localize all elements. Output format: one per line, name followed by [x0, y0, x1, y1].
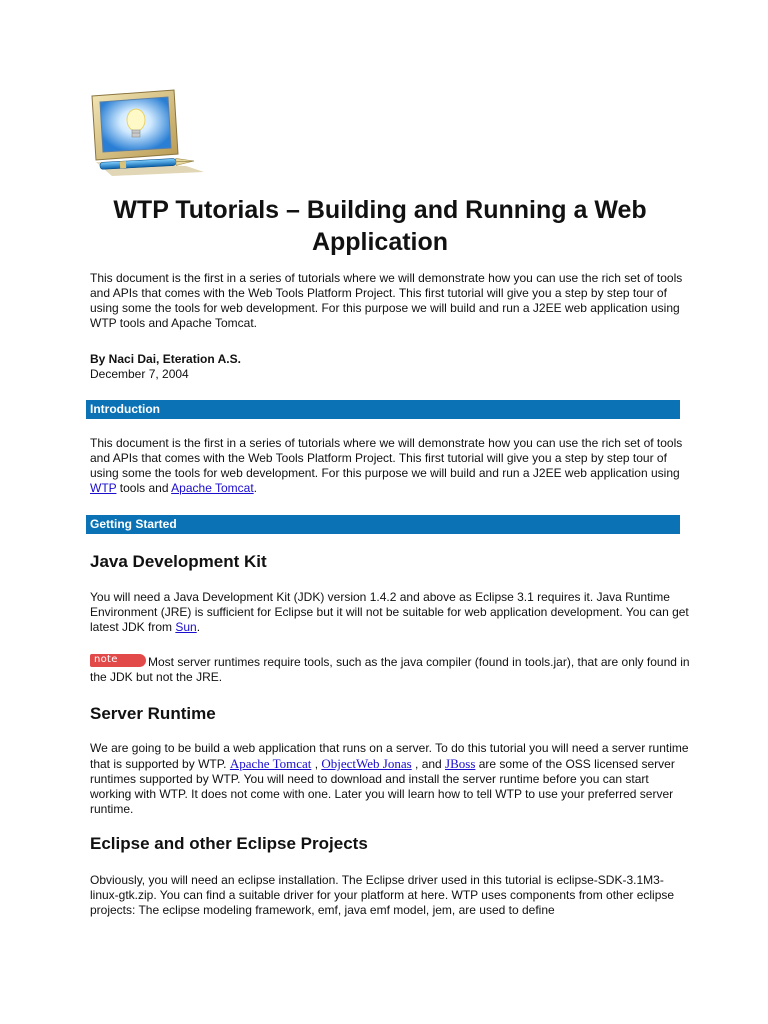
jdk-text-end: . [196, 620, 201, 634]
author: By Naci Dai, Eteration A.S. [90, 352, 241, 366]
heading-server-runtime: Server Runtime [90, 704, 216, 723]
separator-2: , and [411, 757, 446, 771]
note-text: Most server runtimes require tools, such as the java compiler (found in tools.jar), that are only found in the JDK but not the JRE. [90, 655, 690, 684]
wtp-link[interactable]: WTP [90, 481, 117, 495]
intro-paragraph: This document is the first in a series of tutorials where we will demonstrate how you can use the rich set of tools and APIs that comes with the Web Tools Platform Project. This first tutorial will give you a step by step tour of using some the tools for web development. For this purpose we will build and run a J2EE web application using WTP tools and Apache Tomcat. [90, 271, 683, 330]
apache-tomcat-server-link[interactable]: Apache Tomcat [229, 756, 312, 771]
heading-eclipse-projects: Eclipse and other Eclipse Projects [90, 834, 368, 853]
jdk-text: You will need a Java Development Kit (JDK) version 1.4.2 and above as Eclipse 3.1 requires it. Java Runtime Environment (JRE) is sufficient for Eclipse but it will not be suitable for web application development. You can get latest JDK from [90, 590, 689, 634]
introduction-text: This document is the first in a series of tutorials where we will demonstrate how you can use the rich set of tools and APIs that comes with the Web Tools Platform Project. This first tutorial will give you a step by step tour of using some the tools for web development. For this purpose we will build and run a J2EE web application using [90, 436, 683, 480]
sun-link[interactable]: Sun [175, 620, 197, 634]
section-heading-getting-started: Getting Started [86, 515, 680, 534]
section-heading-introduction: Introduction [86, 400, 680, 419]
introduction-paragraph [90, 436, 690, 496]
jdk-paragraph [90, 590, 690, 635]
introduction-text-between: tools and [116, 481, 172, 495]
separator-1: , [311, 757, 322, 771]
note-paragraph [90, 654, 690, 685]
introduction-text-end: . [253, 481, 258, 495]
publication-date: December 7, 2004 [90, 367, 189, 381]
server-runtime-text-end: are some of the OSS licensed server runtimes supported by WTP. You will need to download and install the server runtime before you can start working with WTP. It does not come with one. Later you will learn how to tell WTP to use your preferred server runtime. [90, 757, 675, 816]
heading-java-development-kit: Java Development Kit [90, 552, 267, 571]
jboss-link[interactable]: JBoss [445, 756, 476, 771]
server-runtime-paragraph [90, 741, 690, 817]
apache-tomcat-link[interactable]: Apache Tomcat [171, 481, 254, 495]
eclipse-paragraph: Obviously, you will need an eclipse installation. The Eclipse driver used in this tutorial is eclipse-SDK-3.1M3-linux-gtk.zip. You can find a suitable driver for your platform at here. WTP uses components from other eclipse projects: The eclipse modeling framework, emf, java emf model, jem, are used to define [90, 873, 675, 917]
byline [90, 352, 241, 382]
server-runtime-text: We are going to be build a web application that runs on a server. To do this tutorial you will need a server runtime that is supported by WTP. [90, 741, 689, 771]
page-title: WTP Tutorials – Building and Running a Web Application [113, 196, 647, 256]
note-badge-label: note [94, 654, 118, 665]
objectweb-jonas-link[interactable]: ObjectWeb Jonas [321, 756, 412, 771]
lightbulb-monitor-pen-icon [86, 88, 206, 180]
note-badge [90, 654, 146, 667]
